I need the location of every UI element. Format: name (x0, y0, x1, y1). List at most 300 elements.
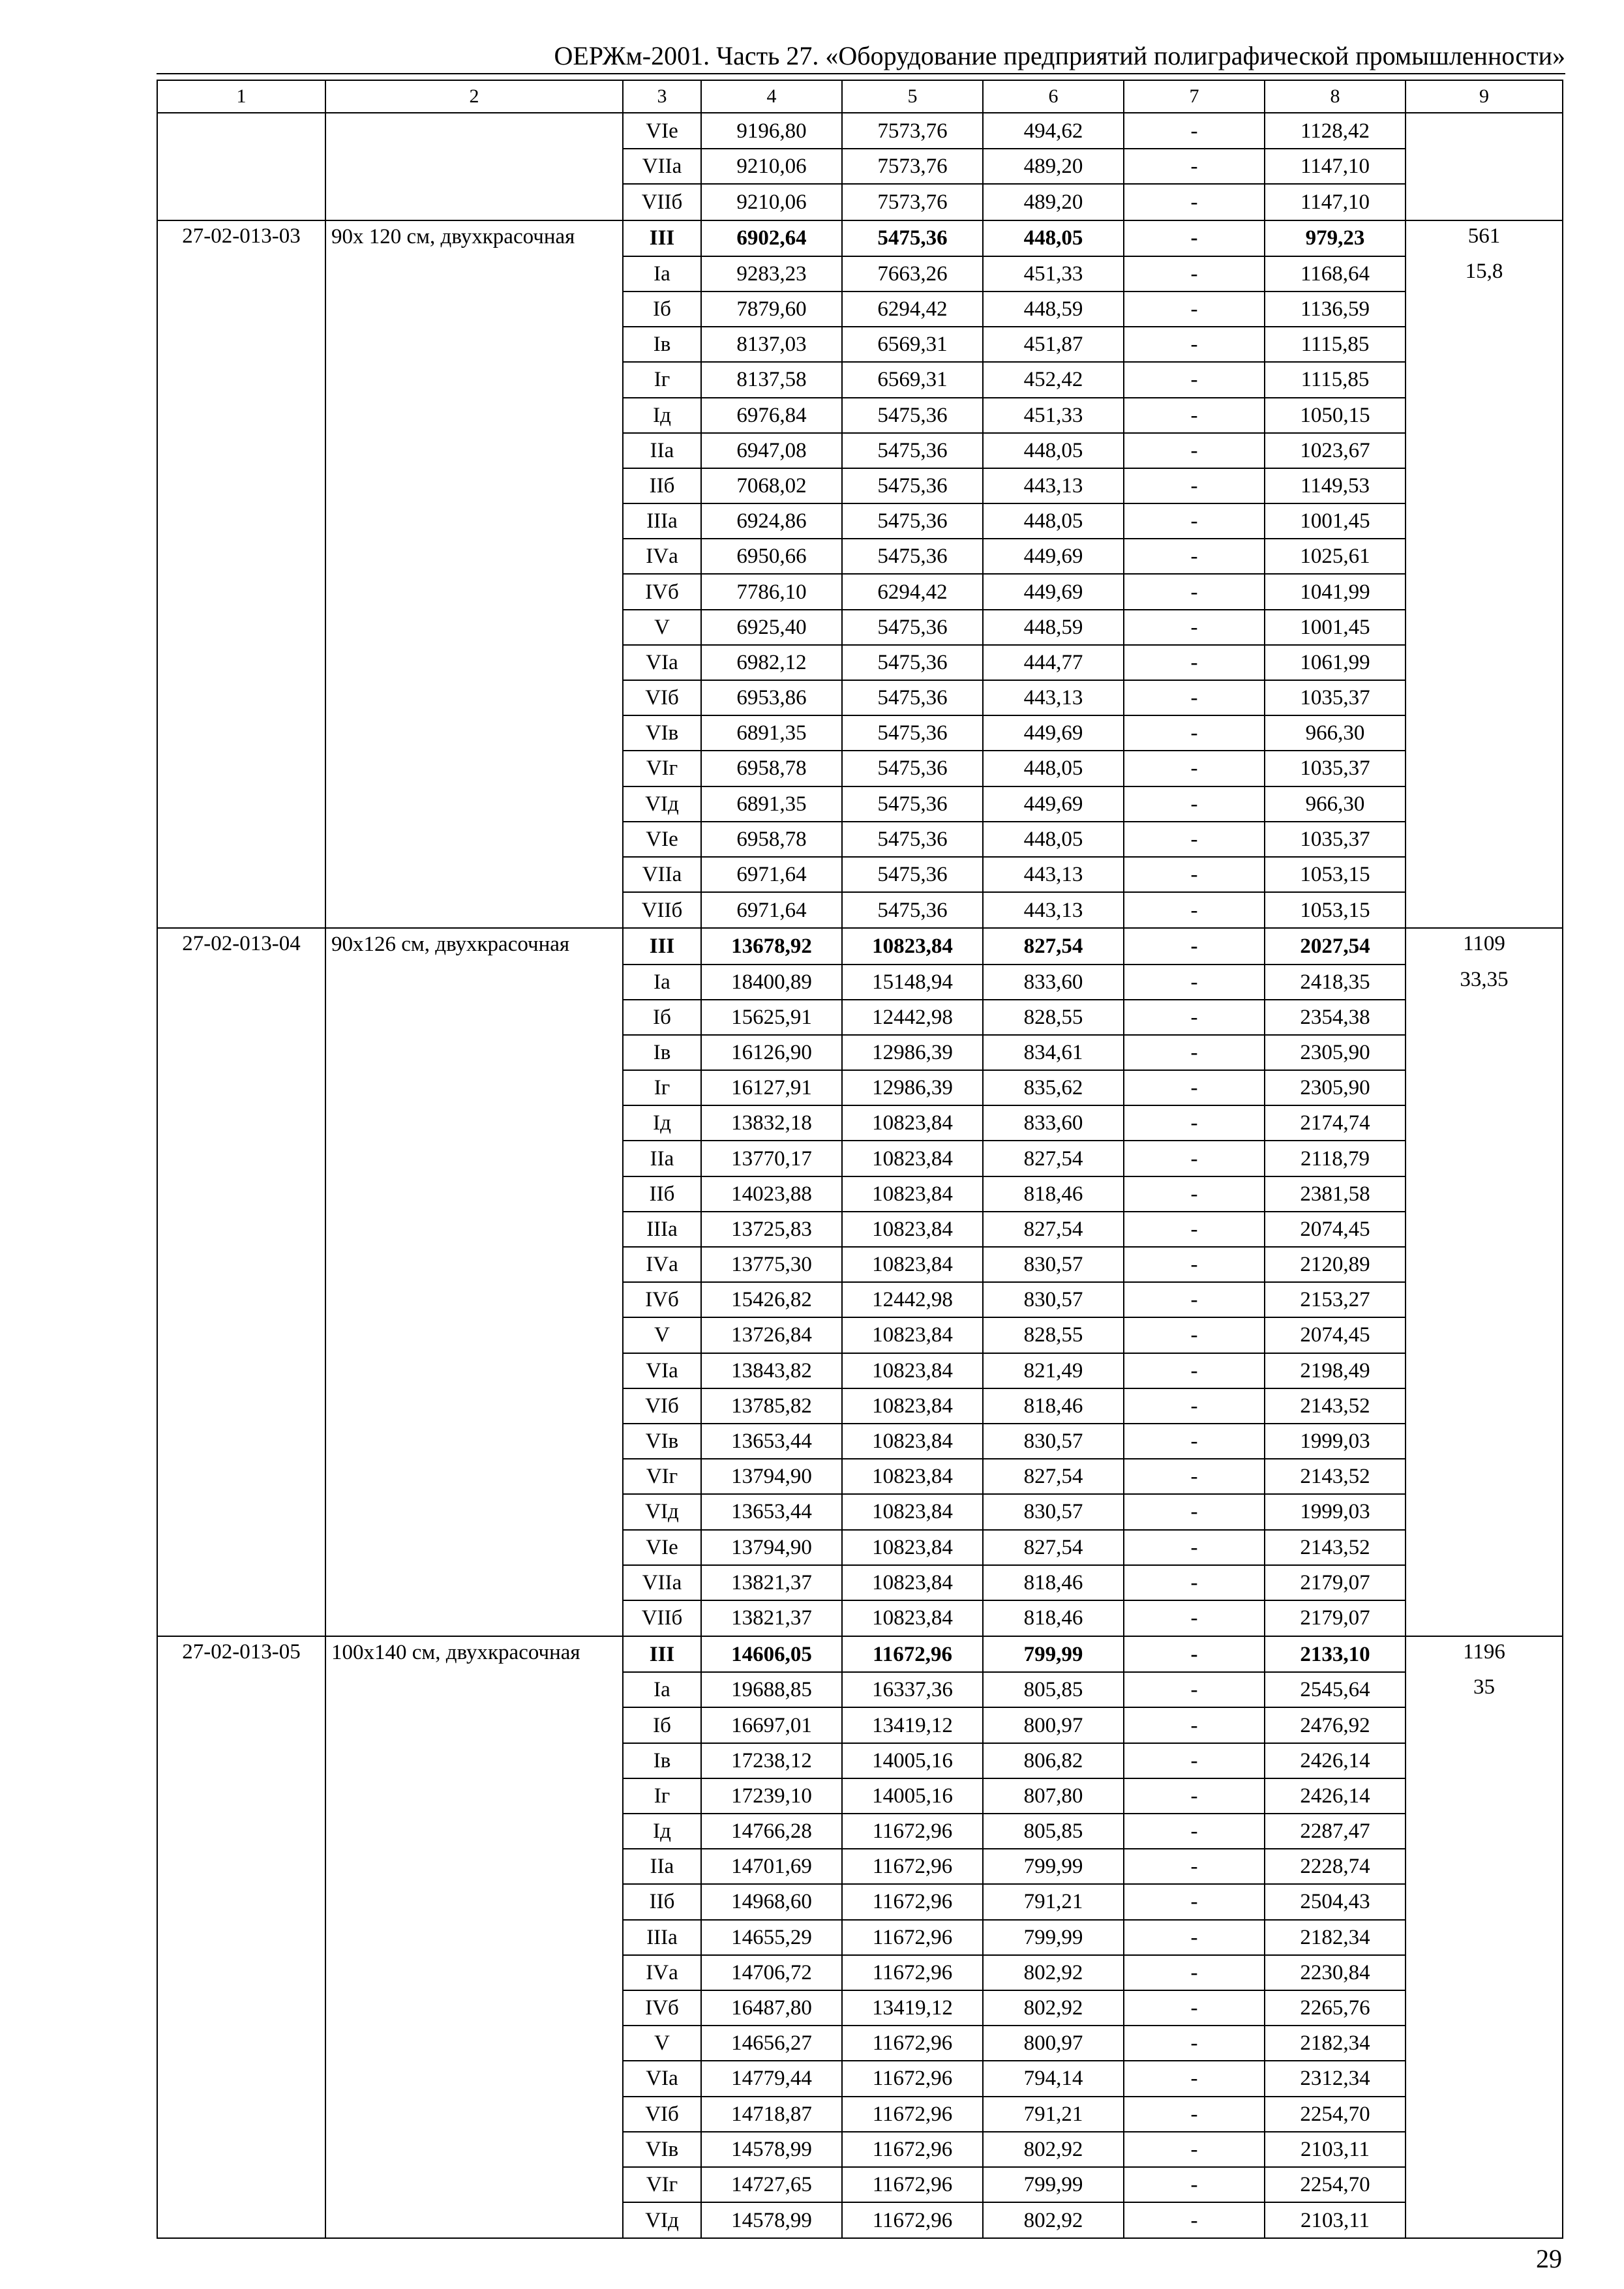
total-cost-cell: 13726,84 (701, 1317, 842, 1353)
zone-cell: IVа (623, 1247, 701, 1282)
extra-cell (1406, 468, 1563, 503)
machine-cell: 830,57 (983, 1494, 1124, 1529)
rate-code-span (157, 1849, 325, 1884)
zone-cell: IIа (623, 1141, 701, 1176)
machine-cell: 827,54 (983, 1459, 1124, 1494)
labor-cell: 966,30 (1265, 715, 1406, 751)
labor-cell: 2179,07 (1265, 1565, 1406, 1600)
materials-cell: - (1124, 822, 1265, 857)
extra-cell (1406, 327, 1563, 362)
wage-cell: 12442,98 (842, 1000, 983, 1035)
total-cost-cell: 6924,86 (701, 503, 842, 539)
zone-cell: V (623, 610, 701, 645)
table-row (157, 892, 1563, 928)
wage-cell: 11672,96 (842, 1636, 983, 1672)
column-number-8: 8 (1265, 80, 1406, 113)
zone-cell: VIIа (623, 1565, 701, 1600)
zone-cell: Iа (623, 256, 701, 292)
extra-cell (1406, 362, 1563, 397)
labor-cell: 1035,37 (1265, 822, 1406, 857)
table-row (157, 1353, 1563, 1388)
materials-cell: - (1124, 1990, 1265, 2026)
table-row (157, 1424, 1563, 1459)
total-cost-cell: 16487,80 (701, 1990, 842, 2026)
materials-cell: - (1124, 2132, 1265, 2167)
rate-code-span (157, 857, 325, 892)
equipment-name-span (325, 1105, 623, 1141)
labor-cell: 2074,45 (1265, 1317, 1406, 1353)
extra-cell (1406, 433, 1563, 468)
total-cost-cell: 13843,82 (701, 1353, 842, 1388)
total-cost-cell: 16126,90 (701, 1035, 842, 1070)
wage-cell: 13419,12 (842, 1990, 983, 2026)
labor-cell: 1050,15 (1265, 398, 1406, 433)
equipment-name-span (325, 1672, 623, 1707)
machine-cell: 807,80 (983, 1778, 1124, 1814)
labor-cell: 2426,14 (1265, 1743, 1406, 1778)
total-cost-cell: 13821,37 (701, 1600, 842, 1636)
extra-cell (1406, 1707, 1563, 1743)
table-row (157, 1105, 1563, 1141)
table-row (157, 1000, 1563, 1035)
equipment-name-span (325, 1000, 623, 1035)
table-row (157, 1636, 1563, 1672)
table-row (157, 1176, 1563, 1212)
column-number-4: 4 (701, 80, 842, 113)
labor-cell: 1023,67 (1265, 433, 1406, 468)
labor-cell: 2182,34 (1265, 1920, 1406, 1955)
labor-cell: 1115,85 (1265, 327, 1406, 362)
machine-cell: 818,46 (983, 1388, 1124, 1424)
equipment-name-span (325, 786, 623, 822)
wage-cell: 11672,96 (842, 1884, 983, 1919)
total-cost-cell: 9196,80 (701, 113, 842, 149)
wage-cell: 11672,96 (842, 1849, 983, 1884)
materials-cell: - (1124, 574, 1265, 609)
materials-cell: - (1124, 184, 1265, 220)
table-row (157, 2202, 1563, 2238)
labor-cell: 979,23 (1265, 220, 1406, 256)
table-row (157, 1070, 1563, 1105)
rate-code-span (157, 1955, 325, 1990)
wage-cell: 15148,94 (842, 965, 983, 1000)
wage-cell: 7663,26 (842, 256, 983, 292)
machine-cell: 834,61 (983, 1035, 1124, 1070)
machine-cell: 451,33 (983, 256, 1124, 292)
labor-cell: 1149,53 (1265, 468, 1406, 503)
wage-cell: 5475,36 (842, 433, 983, 468)
machine-cell: 791,21 (983, 2097, 1124, 2132)
wage-cell: 5475,36 (842, 539, 983, 574)
machine-cell: 805,85 (983, 1672, 1124, 1707)
zone-cell: IIIа (623, 1212, 701, 1247)
materials-cell: - (1124, 751, 1265, 786)
machine-cell: 448,05 (983, 220, 1124, 256)
table-row (157, 1494, 1563, 1529)
machine-cell: 443,13 (983, 857, 1124, 892)
total-cost-cell: 15426,82 (701, 1282, 842, 1317)
zone-cell: VIв (623, 2132, 701, 2167)
equipment-name-span (325, 610, 623, 645)
machine-cell: 799,99 (983, 2167, 1124, 2202)
machine-cell: 818,46 (983, 1600, 1124, 1636)
extra-cell (1406, 1070, 1563, 1105)
wage-cell: 11672,96 (842, 2167, 983, 2202)
wage-cell: 7573,76 (842, 113, 983, 149)
total-cost-cell: 7068,02 (701, 468, 842, 503)
wage-cell: 6569,31 (842, 362, 983, 397)
extra-cell (1406, 892, 1563, 928)
equipment-name-span (325, 1990, 623, 2026)
table-row (157, 1282, 1563, 1317)
zone-cell: VIг (623, 1459, 701, 1494)
machine-cell: 802,92 (983, 2132, 1124, 2167)
table-row (157, 1672, 1563, 1707)
machine-cell: 799,99 (983, 1920, 1124, 1955)
table-row (157, 113, 1563, 149)
materials-cell: - (1124, 1743, 1265, 1778)
table-row (157, 398, 1563, 433)
table-row (157, 610, 1563, 645)
rate-code-span (157, 1105, 325, 1141)
total-cost-cell: 13770,17 (701, 1141, 842, 1176)
total-cost-cell: 6891,35 (701, 715, 842, 751)
machine-cell: 449,69 (983, 715, 1124, 751)
table-row (157, 433, 1563, 468)
equipment-name-span (325, 1317, 623, 1353)
total-cost-cell: 14578,99 (701, 2202, 842, 2238)
rate-code-span (157, 149, 325, 184)
zone-cell: VIв (623, 715, 701, 751)
table-row (157, 1141, 1563, 1176)
equipment-name-span (325, 149, 623, 184)
labor-cell: 2476,92 (1265, 1707, 1406, 1743)
machine-cell: 448,05 (983, 751, 1124, 786)
rate-code-span (157, 2202, 325, 2238)
materials-cell: - (1124, 1353, 1265, 1388)
machine-cell: 828,55 (983, 1317, 1124, 1353)
labor-cell: 2027,54 (1265, 928, 1406, 964)
labor-cell: 1035,37 (1265, 680, 1406, 715)
materials-cell: - (1124, 113, 1265, 149)
extra-cell (1406, 715, 1563, 751)
wage-cell: 10823,84 (842, 1176, 983, 1212)
equipment-name-span (325, 822, 623, 857)
materials-cell: - (1124, 149, 1265, 184)
total-cost-cell: 14656,27 (701, 2026, 842, 2061)
table-row (157, 1920, 1563, 1955)
labor-cell: 1001,45 (1265, 503, 1406, 539)
table-row (157, 292, 1563, 327)
machine-cell: 805,85 (983, 1814, 1124, 1849)
zone-cell: VIе (623, 1530, 701, 1565)
materials-cell: - (1124, 2097, 1265, 2132)
wage-cell: 10823,84 (842, 1494, 983, 1529)
machine-cell: 800,97 (983, 2026, 1124, 2061)
rate-code-span (157, 1141, 325, 1176)
extra-cell (1406, 1530, 1563, 1565)
machine-cell: 449,69 (983, 786, 1124, 822)
zone-cell: Iг (623, 1778, 701, 1814)
table-row (157, 680, 1563, 715)
table-row (157, 1814, 1563, 1849)
wage-cell: 11672,96 (842, 2061, 983, 2096)
table-row (157, 220, 1563, 256)
materials-cell: - (1124, 1565, 1265, 1600)
zone-cell: VIа (623, 645, 701, 680)
total-cost-cell: 14023,88 (701, 1176, 842, 1212)
table-row (157, 468, 1563, 503)
total-cost-cell: 15625,91 (701, 1000, 842, 1035)
wage-cell: 10823,84 (842, 1317, 983, 1353)
zone-cell: IVб (623, 574, 701, 609)
materials-cell: - (1124, 1000, 1265, 1035)
total-cost-cell: 9283,23 (701, 256, 842, 292)
extra-cell (1406, 2202, 1563, 2238)
materials-cell: - (1124, 1388, 1265, 1424)
extra-cell (1406, 2061, 1563, 2096)
machine-cell: 444,77 (983, 645, 1124, 680)
rate-code-span (157, 1530, 325, 1565)
materials-cell: - (1124, 928, 1265, 964)
equipment-name-span (325, 1955, 623, 1990)
table-row (157, 1707, 1563, 1743)
labor-cell: 1147,10 (1265, 149, 1406, 184)
labor-cell: 2198,49 (1265, 1353, 1406, 1388)
zone-cell: Iв (623, 1035, 701, 1070)
rate-code-span (157, 1778, 325, 1814)
equipment-name-span (325, 751, 623, 786)
equipment-name-span (325, 965, 623, 1000)
labor-cell: 1041,99 (1265, 574, 1406, 609)
extra-cell: 33,35 (1406, 965, 1563, 1000)
equipment-name-span (325, 2097, 623, 2132)
extra-cell (1406, 1424, 1563, 1459)
zone-cell: IVб (623, 1990, 701, 2026)
materials-cell: - (1124, 256, 1265, 292)
labor-cell: 2143,52 (1265, 1530, 1406, 1565)
equipment-name-span (325, 1388, 623, 1424)
wage-cell: 13419,12 (842, 1707, 983, 1743)
table-row (157, 2167, 1563, 2202)
machine-cell: 800,97 (983, 1707, 1124, 1743)
equipment-name-span (325, 1424, 623, 1459)
rate-code-span (157, 1884, 325, 1919)
labor-cell: 2182,34 (1265, 2026, 1406, 2061)
extra-cell (1406, 1353, 1563, 1388)
labor-cell: 1025,61 (1265, 539, 1406, 574)
zone-cell: VIг (623, 2167, 701, 2202)
total-cost-cell: 6976,84 (701, 398, 842, 433)
labor-cell: 1061,99 (1265, 645, 1406, 680)
extra-cell (1406, 1105, 1563, 1141)
labor-cell: 2230,84 (1265, 1955, 1406, 1990)
labor-cell: 2305,90 (1265, 1035, 1406, 1070)
machine-cell: 827,54 (983, 1530, 1124, 1565)
labor-cell: 966,30 (1265, 786, 1406, 822)
total-cost-cell: 6925,40 (701, 610, 842, 645)
rate-code-span (157, 892, 325, 928)
equipment-name-span (325, 680, 623, 715)
materials-cell: - (1124, 292, 1265, 327)
zone-cell: Iд (623, 1105, 701, 1141)
zone-cell: VIд (623, 1494, 701, 1529)
labor-cell: 1147,10 (1265, 184, 1406, 220)
extra-cell (1406, 1743, 1563, 1778)
equipment-name-span (325, 1212, 623, 1247)
extra-cell (1406, 1141, 1563, 1176)
equipment-name-span (325, 1176, 623, 1212)
total-cost-cell: 6902,64 (701, 220, 842, 256)
extra-cell (1406, 574, 1563, 609)
materials-cell: - (1124, 398, 1265, 433)
labor-cell: 1999,03 (1265, 1494, 1406, 1529)
labor-cell: 2254,70 (1265, 2167, 1406, 2202)
table-row (157, 503, 1563, 539)
rate-code-span (157, 327, 325, 362)
total-cost-cell: 6947,08 (701, 433, 842, 468)
wage-cell: 12986,39 (842, 1035, 983, 1070)
wage-cell: 7573,76 (842, 149, 983, 184)
labor-cell: 2354,38 (1265, 1000, 1406, 1035)
table-row (157, 1600, 1563, 1636)
extra-cell (1406, 1000, 1563, 1035)
table-row (157, 539, 1563, 574)
materials-cell: - (1124, 786, 1265, 822)
equipment-name-span (325, 2026, 623, 2061)
equipment-name-span (325, 1459, 623, 1494)
document-title: ОЕРЖм-2001. Часть 27. «Оборудование предприятий полиграфической промышленности» (554, 41, 1565, 70)
materials-cell: - (1124, 857, 1265, 892)
equipment-name-span (325, 645, 623, 680)
zone-cell: VIб (623, 680, 701, 715)
rate-code (157, 113, 325, 149)
materials-cell: - (1124, 1141, 1265, 1176)
machine-cell: 833,60 (983, 965, 1124, 1000)
machine-cell: 791,21 (983, 1884, 1124, 1919)
materials-cell: - (1124, 715, 1265, 751)
labor-cell: 2228,74 (1265, 1849, 1406, 1884)
zone-cell: III (623, 1636, 701, 1672)
labor-cell: 2120,89 (1265, 1247, 1406, 1282)
zone-cell: VIе (623, 113, 701, 149)
equipment-name-span (325, 574, 623, 609)
equipment-name (325, 113, 623, 149)
materials-cell: - (1124, 1459, 1265, 1494)
total-cost-cell: 14606,05 (701, 1636, 842, 1672)
materials-cell: - (1124, 1955, 1265, 1990)
equipment-name-span (325, 1282, 623, 1317)
wage-cell: 5475,36 (842, 398, 983, 433)
wage-cell: 5475,36 (842, 468, 983, 503)
total-cost-cell: 17239,10 (701, 1778, 842, 1814)
labor-cell: 2074,45 (1265, 1212, 1406, 1247)
machine-cell: 827,54 (983, 928, 1124, 964)
equipment-name-span (325, 256, 623, 292)
total-cost-cell: 14701,69 (701, 1849, 842, 1884)
zone-cell: VIд (623, 2202, 701, 2238)
labor-cell: 1001,45 (1265, 610, 1406, 645)
materials-cell: - (1124, 1176, 1265, 1212)
column-number-9: 9 (1406, 80, 1563, 113)
zone-cell: IVб (623, 1282, 701, 1317)
machine-cell: 830,57 (983, 1424, 1124, 1459)
zone-cell: VIв (623, 1424, 701, 1459)
rate-code-span (157, 292, 325, 327)
machine-cell: 827,54 (983, 1141, 1124, 1176)
equipment-name-span (325, 1600, 623, 1636)
wage-cell: 10823,84 (842, 1600, 983, 1636)
equipment-name-span (325, 292, 623, 327)
materials-cell: - (1124, 1814, 1265, 1849)
page-number: 29 (1536, 2244, 1562, 2273)
labor-cell: 2143,52 (1265, 1388, 1406, 1424)
materials-cell: - (1124, 1849, 1265, 1884)
materials-cell: - (1124, 1920, 1265, 1955)
total-cost-cell: 6971,64 (701, 857, 842, 892)
zone-cell: VIIа (623, 149, 701, 184)
zone-cell: IIIа (623, 1920, 701, 1955)
equipment-name-span (325, 1743, 623, 1778)
zone-cell: III (623, 928, 701, 964)
labor-cell: 2153,27 (1265, 1282, 1406, 1317)
extra-cell (1406, 1778, 1563, 1814)
wage-cell: 11672,96 (842, 1955, 983, 1990)
equipment-name-span (325, 184, 623, 220)
equipment-name-span (325, 1778, 623, 1814)
machine-cell: 448,05 (983, 822, 1124, 857)
machine-cell: 448,05 (983, 433, 1124, 468)
column-number-6: 6 (983, 80, 1124, 113)
labor-cell: 1128,42 (1265, 113, 1406, 149)
equipment-name-span (325, 715, 623, 751)
table-row (157, 786, 1563, 822)
machine-cell: 833,60 (983, 1105, 1124, 1141)
zone-cell: Iб (623, 292, 701, 327)
materials-cell: - (1124, 2167, 1265, 2202)
wage-cell: 12442,98 (842, 1282, 983, 1317)
equipment-name-span (325, 1707, 623, 1743)
machine-cell: 451,87 (983, 327, 1124, 362)
zone-cell: IIIа (623, 503, 701, 539)
total-cost-cell: 6958,78 (701, 751, 842, 786)
equipment-name-span (325, 1070, 623, 1105)
rate-code: 27-02-013-03 (157, 220, 325, 256)
rate-code-span (157, 1494, 325, 1529)
total-cost-cell: 6950,66 (701, 539, 842, 574)
table-row (157, 2061, 1563, 2096)
wage-cell: 14005,16 (842, 1778, 983, 1814)
labor-cell: 2426,14 (1265, 1778, 1406, 1814)
table-row (157, 2097, 1563, 2132)
wage-cell: 10823,84 (842, 1530, 983, 1565)
extra-cell (1406, 184, 1563, 220)
table-row (157, 965, 1563, 1000)
machine-cell: 443,13 (983, 892, 1124, 928)
rate-code-span (157, 1176, 325, 1212)
rate-code-span (157, 1247, 325, 1282)
machine-cell: 802,92 (983, 1990, 1124, 2026)
wage-cell: 6294,42 (842, 292, 983, 327)
wage-cell: 5475,36 (842, 610, 983, 645)
rate-code-span (157, 2132, 325, 2167)
table-row (157, 1388, 1563, 1424)
materials-cell: - (1124, 433, 1265, 468)
column-number-2: 2 (325, 80, 623, 113)
zone-cell: VIа (623, 2061, 701, 2096)
equipment-name-span (325, 1141, 623, 1176)
zone-cell: V (623, 1317, 701, 1353)
